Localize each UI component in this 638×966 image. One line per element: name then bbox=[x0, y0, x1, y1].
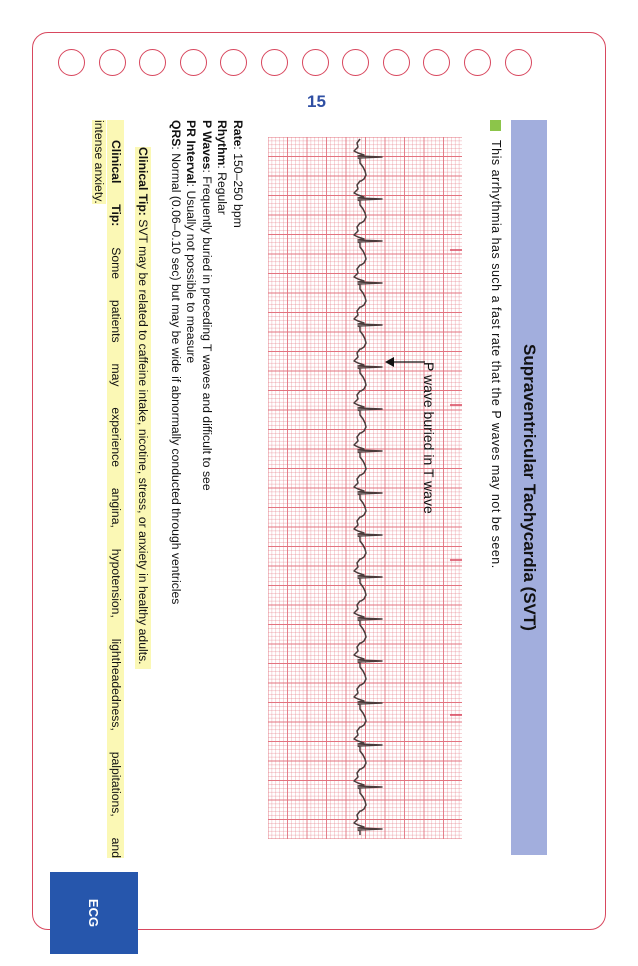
title-bar bbox=[511, 120, 547, 855]
section-tab-label: ECG bbox=[86, 898, 102, 928]
criteria-value: Normal (0.06–0.10 sec) but may be wide if abnormally conducted through ventricles bbox=[169, 153, 183, 605]
criteria-qrs: QRS: Normal (0.06–0.10 sec) but may be wide if abnormally conducted through ventricles bbox=[169, 120, 183, 605]
binder-hole bbox=[342, 49, 369, 76]
binder-hole bbox=[505, 49, 532, 76]
clinical-tip-label: Clinical Tip: bbox=[109, 140, 123, 227]
criteria-label: Rhythm bbox=[215, 120, 230, 166]
binder-hole bbox=[139, 49, 166, 76]
criteria-value: Usually not possible to measure bbox=[184, 190, 199, 364]
p-wave-annotation: P wave buried in T wave bbox=[421, 362, 437, 514]
clinical-tip-label: Clinical Tip: bbox=[136, 147, 150, 216]
clinical-tip-text: SVT may be related to caffeine intake, nicotine, stress, or anxiety in healthy adults. bbox=[136, 219, 150, 665]
clinical-tip-text: Some patients may experience angina, hypotension, lightheadedness, palpitations, and bbox=[109, 247, 123, 858]
binder-hole bbox=[58, 49, 85, 76]
binder-hole bbox=[99, 49, 126, 76]
page-number: 15 bbox=[307, 92, 326, 111]
binder-hole bbox=[261, 49, 288, 76]
criteria-p-waves: P Waves: Frequently buried in preceding T waves and difficult to see bbox=[200, 120, 214, 491]
bullet-square-icon bbox=[491, 120, 502, 131]
binder-hole bbox=[302, 49, 329, 76]
criteria-rhythm: Rhythm: Regular bbox=[215, 120, 230, 215]
criteria-value: 150–250 bpm bbox=[231, 153, 245, 228]
binder-hole bbox=[220, 49, 247, 76]
criteria-label: Rate bbox=[231, 120, 245, 147]
criteria-label: QRS bbox=[169, 120, 183, 147]
binder-hole bbox=[180, 49, 207, 76]
intro-line bbox=[484, 120, 508, 855]
criteria-list bbox=[165, 120, 245, 760]
criteria-pr-interval: PR Interval: Usually not possible to measure bbox=[184, 120, 199, 364]
binder-hole bbox=[464, 49, 491, 76]
clinical-tip-2 bbox=[88, 120, 124, 858]
criteria-label: P Waves bbox=[200, 120, 214, 170]
criteria-rate: Rate: 150–250 bpm bbox=[231, 120, 245, 228]
binder-hole bbox=[423, 49, 450, 76]
section-tab[interactable] bbox=[50, 872, 138, 954]
clinical-tip-text-continued: intense anxiety. bbox=[92, 120, 106, 204]
criteria-value: Frequently buried in preceding T waves and difficult to see bbox=[200, 176, 214, 491]
binder-hole bbox=[383, 49, 410, 76]
ecg-trace bbox=[354, 139, 382, 835]
binder-holes bbox=[58, 49, 532, 76]
criteria-label: PR Interval bbox=[184, 120, 199, 184]
page-title: Supraventricular Tachycardia (SVT) bbox=[520, 344, 539, 631]
criteria-value: Regular bbox=[215, 172, 230, 215]
clinical-tip-1 bbox=[132, 147, 150, 787]
intro-text: This arrhythmia has such a fast rate that the P waves may not be seen. bbox=[489, 140, 503, 569]
